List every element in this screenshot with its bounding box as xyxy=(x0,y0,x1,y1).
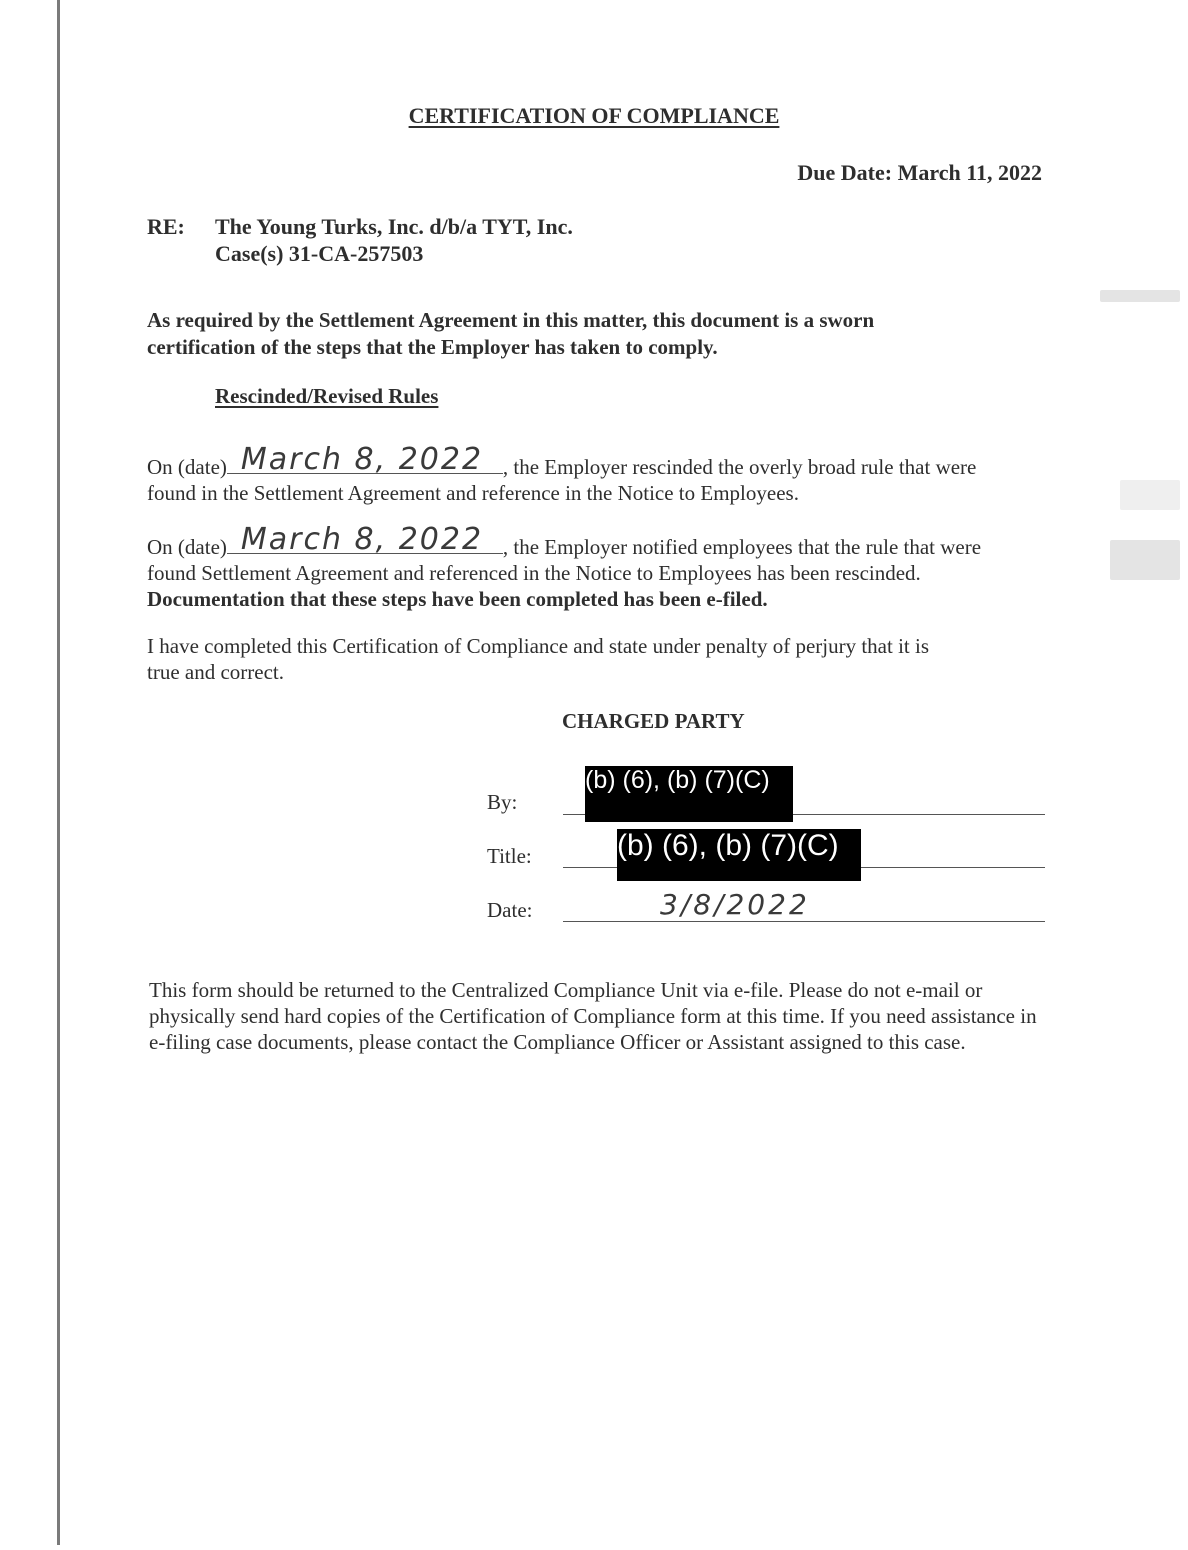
paragraph-line xyxy=(147,442,977,480)
paragraph-text: , the Employer rescinded the overly broad rule that were xyxy=(502,455,977,479)
date-fill-field xyxy=(227,522,503,557)
handwritten-date: March 8, 2022 xyxy=(240,442,484,477)
scan-speck xyxy=(1100,290,1180,302)
scan-speck xyxy=(1110,540,1180,580)
paragraph-line: found Settlement Agreement and referenced in the Notice to Employees has been rescinded. xyxy=(147,561,921,585)
rescinded-paragraph xyxy=(147,442,977,506)
date-prefix: On (date) xyxy=(147,455,227,479)
paragraph-line: found in the Settlement Agreement and reference in the Notice to Employees. xyxy=(147,481,799,505)
scan-edge xyxy=(57,0,60,1545)
handwritten-signed-date: 3/8/2022 xyxy=(660,888,810,921)
re-company: The Young Turks, Inc. d/b/a TYT, Inc. xyxy=(215,214,573,239)
re-label: RE: xyxy=(147,214,185,239)
paragraph-line: I have completed this Certification of Compliance and state under penalty of perjury that it is xyxy=(147,634,930,658)
handwritten-date: March 8, 2022 xyxy=(240,522,484,557)
by-label: By: xyxy=(487,790,518,814)
date-prefix: On (date) xyxy=(147,535,227,559)
scan-speck xyxy=(1120,480,1180,510)
notified-paragraph xyxy=(147,522,982,612)
date-fill-field xyxy=(227,442,503,477)
date-signature-line xyxy=(563,921,1045,922)
section-heading: Rescinded/Revised Rules xyxy=(215,384,439,408)
charged-party-heading: CHARGED PARTY xyxy=(562,709,745,733)
paragraph-line xyxy=(147,522,982,560)
intro-line: certification of the steps that the Employer has taken to comply. xyxy=(147,335,718,359)
paragraph-line: true and correct. xyxy=(147,660,285,684)
paragraph-text: , the Employer notified employees that the rule that were xyxy=(502,535,982,559)
paragraph-line: Documentation that these steps have been completed has been e-filed. xyxy=(147,587,768,611)
redaction-box: (b) (6), (b) (7)(C) xyxy=(585,766,793,822)
footer-instructions: This form should be returned to the Centralized Compliance Unit via e-file. Please do not e-mail or physically send hard copies of the Certification of Compliance form at this time. If you need assistance in e-filing case documents, please contact the Compliance Officer or Assistant assigned to this case. xyxy=(149,978,1037,1054)
intro-paragraph xyxy=(147,307,967,361)
document-title: CERTIFICATION OF COMPLIANCE xyxy=(408,103,780,128)
title-label: Title: xyxy=(487,844,532,868)
redaction-box: (b) (6), (b) (7)(C) xyxy=(617,829,861,881)
intro-line: As required by the Settlement Agreement in this matter, this document is a sworn xyxy=(147,308,875,332)
attestation-paragraph xyxy=(147,633,929,685)
date-label: Date: xyxy=(487,898,533,922)
re-case-number: Case(s) 31-CA-257503 xyxy=(215,241,424,266)
due-date: Due Date: March 11, 2022 xyxy=(797,160,1042,185)
